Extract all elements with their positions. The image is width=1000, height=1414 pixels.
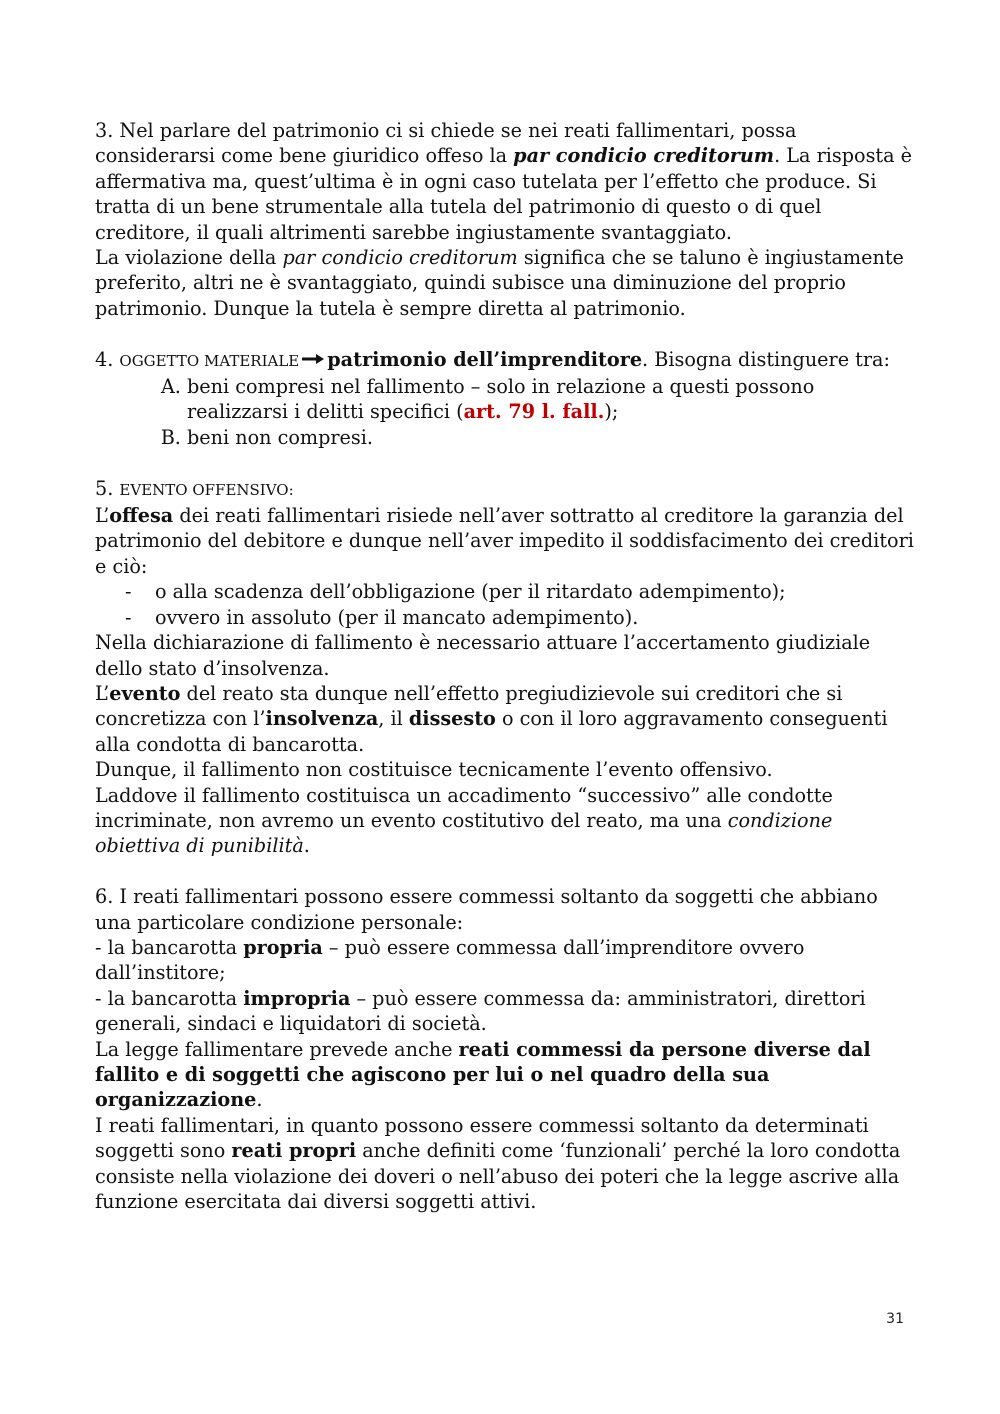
text-run: L’: [95, 504, 110, 528]
text-run: – può essere commessa da: amministratori, direttori generali, sindaci e liquidatori di società.: [95, 986, 866, 1036]
text-run: ovvero in assoluto (per il mancato adempimento).: [155, 605, 639, 629]
section-number: 4.: [95, 347, 120, 371]
section-6-paragraph-5: [95, 1113, 915, 1215]
text-run: La violazione della: [95, 246, 283, 270]
text-run: L’: [95, 681, 110, 705]
section-5-paragraph-5: [95, 783, 915, 859]
bold-term: insolvenza: [265, 707, 379, 731]
italic-term: par condicio creditorum: [282, 246, 518, 270]
section-6-paragraph-3: [95, 986, 915, 1037]
text-run: beni compresi nel fallimento – solo in relazione a questi possono realizzarsi i delitti specifici (: [187, 375, 815, 424]
bold-term: patrimonio dell’imprenditore: [327, 347, 643, 371]
text-run: La legge fallimentare prevede anche: [95, 1037, 459, 1061]
text-run: .: [256, 1088, 263, 1112]
text-run: anche definiti come ‘funzionali’ perché la loro condotta consiste nella violazione dei doveri o nell’abuso dei poteri che la legge ascrive alla funzione esercitata dai diversi soggetti attivi.: [95, 1139, 901, 1214]
section-3-paragraph-1: [95, 118, 915, 245]
section-4-heading: [95, 347, 915, 374]
text-run: dei reati fallimentari risiede nell’aver sottratto al creditore la garanzia del patrimonio del debitore e dunque nell’aver impedito il soddisfacimento dei creditori e ciò:: [95, 504, 914, 578]
bold-term: impropria: [243, 986, 351, 1010]
text-run: del reato sta dunque nell’effetto pregiudizievole sui creditori che si concretizza con l’: [95, 681, 843, 731]
bold-term: evento: [109, 681, 181, 705]
page-number: 31: [886, 1311, 904, 1327]
section-5-paragraph-4: Dunque, il fallimento non costituisce tecnicamente l’evento offensivo.: [95, 758, 773, 782]
text-run: 3. Nel parlare del patrimonio ci si chiede se nei reati fallimentari, possa considerarsi come bene giuridico offeso la: [95, 119, 797, 168]
section-6-paragraph-1: 6. I reati fallimentari possono essere commessi soltanto da soggetti che abbiano una particolare condizione personale:: [95, 885, 878, 934]
section-3-paragraph-2: [95, 245, 915, 321]
text-run: significa che se taluno è ingiustamente preferito, altri ne è svantaggiato, quindi subisce una diminuzione del proprio patrimonio. Dunque la tutela è sempre diretta al patrimonio.: [95, 246, 904, 320]
section-5-paragraph-2: Nella dichiarazione di fallimento è necessario attuare l’accertamento giudiziale dello stato d’insolvenza.: [95, 631, 871, 680]
bold-term: reati commessi da persone diverse dal fallito e di soggetti che agiscono per lui o nel quadro della sua organizzazione: [95, 1037, 871, 1112]
text-run: , il: [378, 707, 409, 731]
list-item: [95, 579, 915, 604]
bold-term: propria: [243, 935, 323, 959]
section-6-paragraph-4: [95, 1037, 915, 1113]
page-body: [95, 118, 915, 1214]
dash-bullet: -: [125, 605, 132, 629]
text-run: o con il loro aggravamento conseguenti alla condotta di bancarotta.: [95, 707, 888, 756]
goods-list: [95, 374, 915, 450]
right-arrow-icon: [301, 353, 325, 365]
section-number: 5.: [95, 476, 120, 500]
text-run: – può essere commessa dall’imprenditore ovvero dall’institore;: [95, 935, 805, 985]
italic-term: condizione obiettiva di punibilità: [95, 808, 833, 858]
text-run: . Bisogna distinguere tra:: [642, 347, 890, 371]
section-label: OGGETTO MATERIALE: [119, 351, 300, 370]
text-run: Laddove il fallimento costituisca un accadimento “successivo” alle condotte incriminate, non avremo un evento costitutivo del reato, ma una: [95, 783, 833, 832]
bold-term: reati propri: [231, 1139, 357, 1163]
text-run: .: [303, 834, 310, 858]
text-run: I reati fallimentari, in quanto possono essere commessi soltanto da determinati soggetti sono: [95, 1113, 869, 1163]
text-run: beni non compresi.: [187, 425, 373, 449]
bold-term: offesa: [109, 504, 174, 528]
list-item: [95, 605, 915, 630]
text-run: . La risposta è affermativa ma, quest’ultima è in ogni caso tutelata per l’effetto che produce. Si tratta di un bene strumentale alla tutela del patrimonio di questo o di quel creditore, il quali altrimenti sarebbe ingiustamente svantaggiato.: [95, 144, 913, 244]
list-item: [187, 374, 915, 425]
section-label: EVENTO OFFENSIVO:: [119, 480, 294, 499]
bold-term: dissesto: [408, 707, 496, 731]
list-item: [187, 425, 915, 450]
dash-bullet: -: [125, 580, 132, 604]
section-5-paragraph-3: [95, 681, 915, 757]
text-run: - la bancarotta: [95, 935, 244, 959]
section-6-paragraph-2: [95, 935, 915, 986]
text-run: o alla scadenza dell’obbligazione (per il ritardato adempimento);: [155, 580, 786, 604]
text-run: - la bancarotta: [95, 986, 244, 1010]
text-run: );: [604, 400, 619, 424]
section-5-paragraph-1: [95, 503, 915, 579]
section-5-heading: [95, 476, 915, 503]
dash-list: [95, 579, 915, 630]
emphasis-term: par condicio creditorum: [513, 144, 775, 168]
law-reference: art. 79 l. fall.: [463, 400, 605, 424]
